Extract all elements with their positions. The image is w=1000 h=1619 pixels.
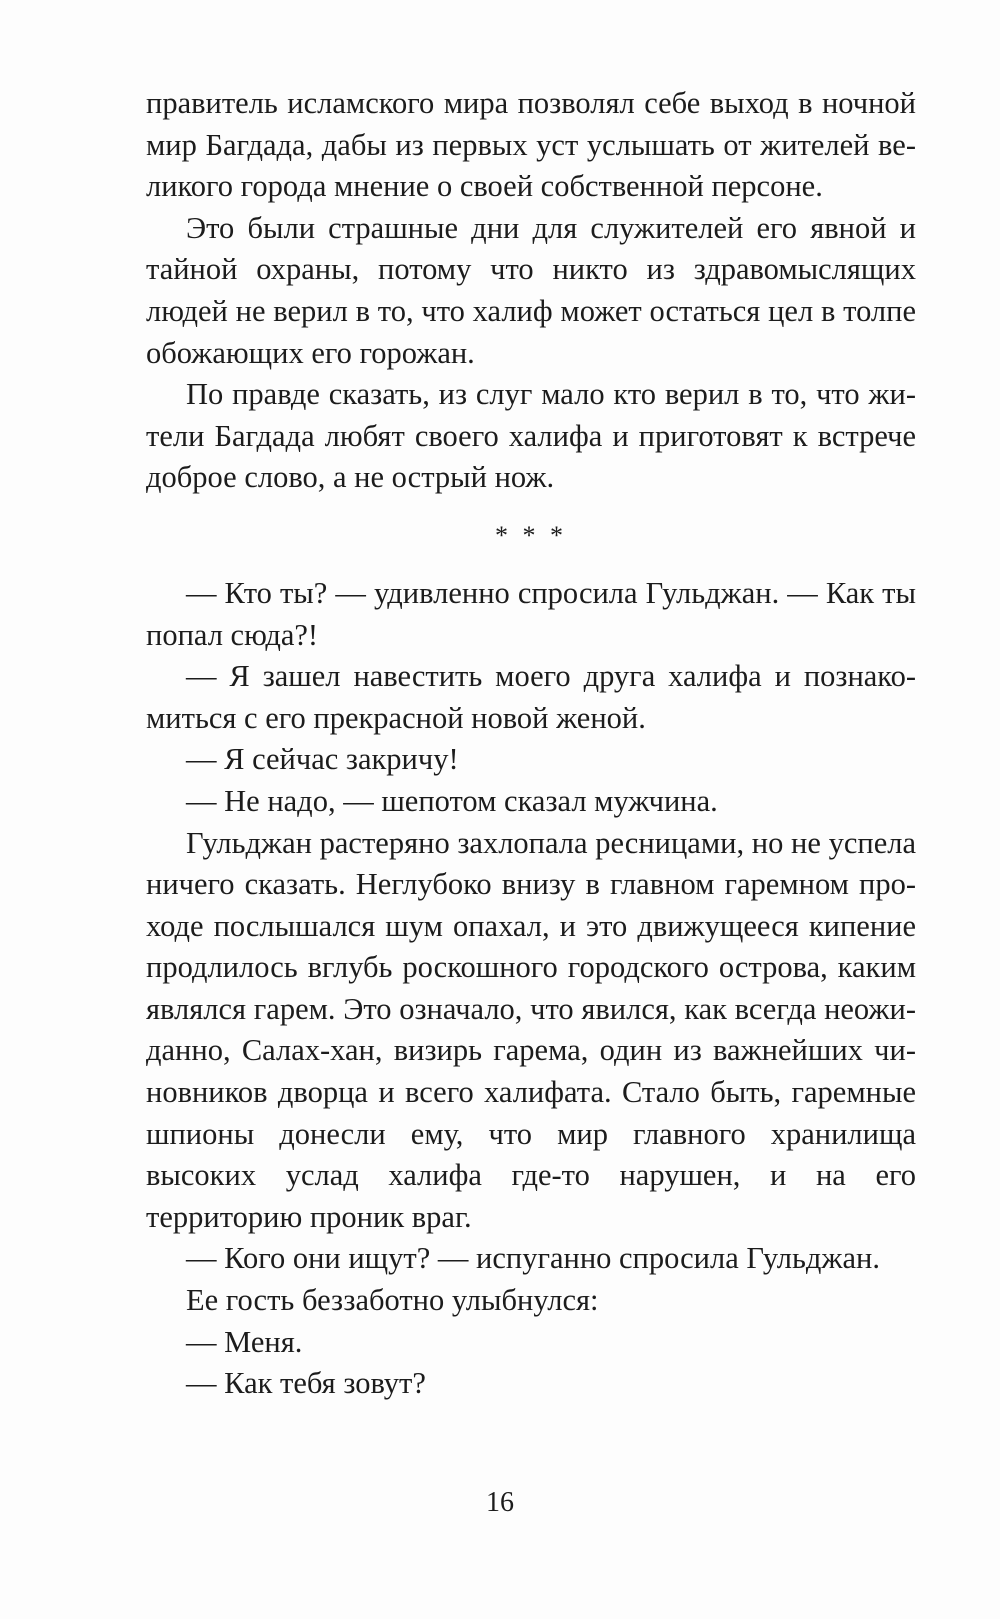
- dialogue-line: — Я зашел навестить моего друга халифа и познакомиться с его прекрасной новой женой.: [146, 659, 916, 735]
- page-text: [146, 83, 916, 1405]
- paragraph: Это были страшные дни для служителей его явной и тайной охраны, потому что никто из здравомыслящих людей не верил в то, что халиф может остаться цел в толпе обожающих его горожан.: [146, 210, 916, 370]
- page-number: 16: [486, 1487, 514, 1518]
- dialogue-line: — Как тебя зовут?: [186, 1366, 426, 1401]
- dialogue-line: — Меня.: [186, 1324, 303, 1359]
- paragraph: По правде сказать, из слуг мало кто верил в то, что жители Багдада любят своего халифа и приготовят к встрече доброе слово, а не острый нож.: [146, 377, 916, 495]
- dialogue-line: — Я сейчас закричу!: [186, 742, 459, 777]
- section-separator: * * *: [495, 520, 567, 550]
- paragraph: правитель исламского мира позволял себе выход в ночной мир Багдада, дабы из первых уст услышать от жителей великого города мнение о своей собственной персоне.: [146, 86, 916, 204]
- dialogue-line: — Кто ты? — удивленно спросила Гульджан. — Как ты попал сюда?!: [146, 575, 916, 652]
- paragraph: Гульджан растеряно захлопала ресницами, но не успела ничего сказать. Неглубоко внизу в главном гаремном проходе послышался шум опахал, и это движущееся кипение продлилось вглубь роскошного городского острова, каким являлся гарем. Это означало, что явился, как всегда неожиданно, Салах-хан, визирь гарема, один из важнейших чиновников дворца и всего халифата. Стало быть, гаремные шпионы донесли ему, что мир главного хранилища высоких услад халифа где-то нарушен, и на его территорию проник враг.: [146, 825, 916, 1234]
- dialogue-line: — Кого они ищут? — испуганно спросила Гульджан.: [186, 1241, 880, 1276]
- dialogue-line: — Не надо, — шепотом сказал мужчина.: [186, 783, 718, 818]
- paragraph: Ее гость беззаботно улыбнулся:: [186, 1283, 599, 1318]
